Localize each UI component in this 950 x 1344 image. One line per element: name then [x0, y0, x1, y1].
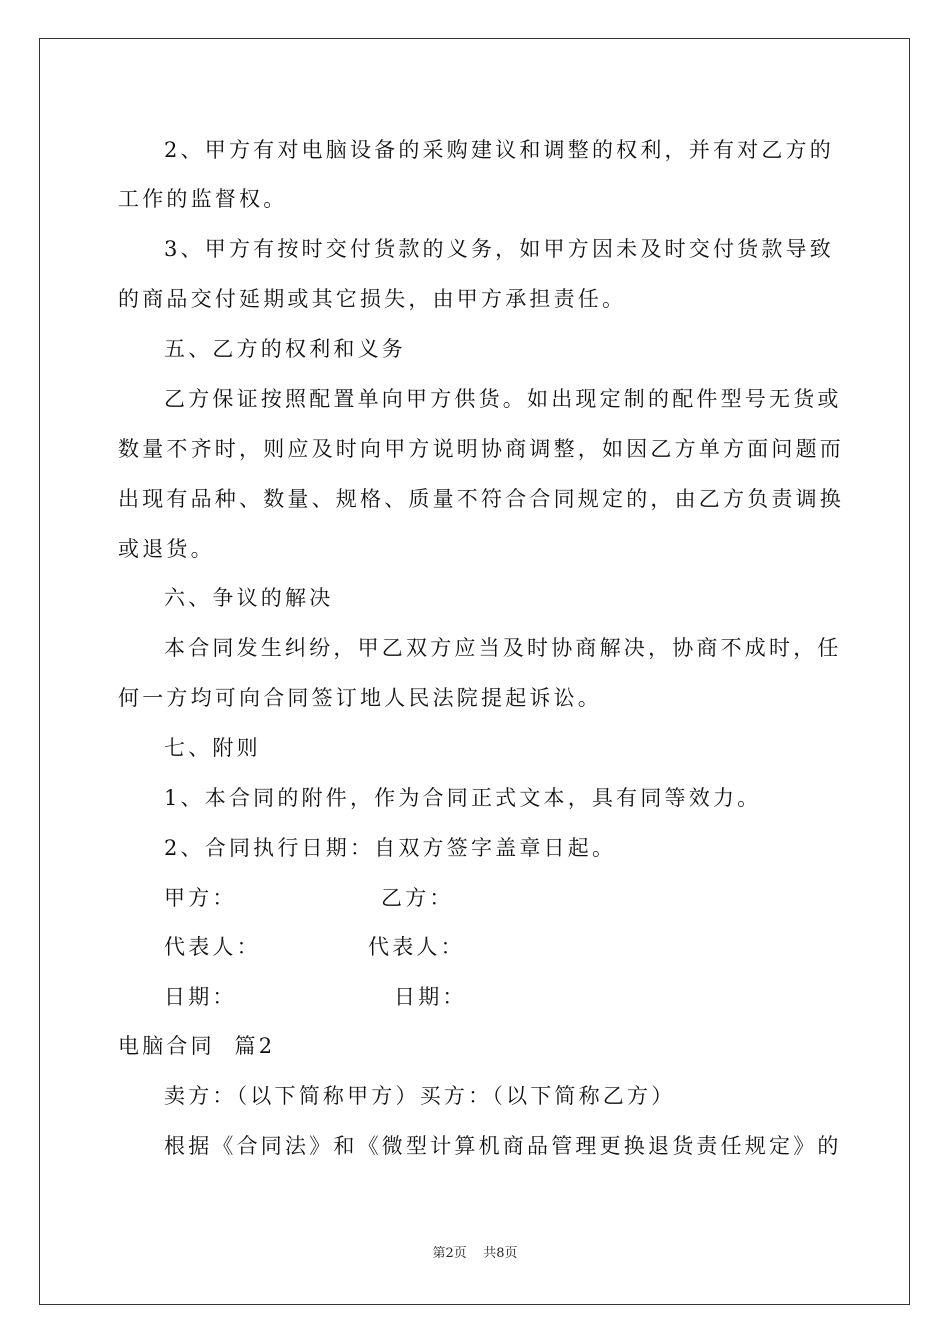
- paragraph-line: 的商品交付延期或其它损失，由甲方承担责任。: [118, 287, 627, 311]
- page-footer: 第2页 共8页: [432, 1246, 518, 1261]
- paragraph-line: 1、本合同的附件，作为合同正式文本，具有同等效力。: [164, 786, 762, 810]
- paragraph-line: 或退货。: [118, 537, 215, 561]
- section-title: 电脑合同 篇2: [118, 1034, 276, 1058]
- paragraph-line: 3、甲方有按时交付货款的义务，如甲方因未及时交付货款导致: [164, 237, 834, 261]
- paragraph-line: 根据《合同法》和《微型计算机商品管理更换退货责任规定》的: [164, 1134, 842, 1158]
- paragraph-line: 工作的监督权。: [118, 187, 288, 211]
- paragraph-line: 2、甲方有对电脑设备的采购建议和调整的权利，并有对乙方的: [164, 138, 834, 162]
- party-b-label: 乙方：: [381, 886, 454, 910]
- section-heading: 七、附则: [164, 736, 261, 760]
- paragraph-line: 数量不齐时，则应及时向甲方说明协商调整，如因乙方单方面问题而: [118, 437, 844, 461]
- parties-line: 卖方：（以下简称甲方）买方：（以下简称乙方）: [164, 1084, 676, 1108]
- party-a-label: 甲方：: [164, 886, 237, 910]
- paragraph-line: 出现有品种、数量、规格、质量不符合合同规定的，由乙方负责调换: [118, 487, 844, 511]
- page-border: [39, 38, 910, 1305]
- paragraph-line: 何一方均可向合同签订地人民法院提起诉讼。: [118, 686, 602, 710]
- section-heading: 五、乙方的权利和义务: [164, 337, 406, 361]
- paragraph-line: 本合同发生纠纷，甲乙双方应当及时协商解决，协商不成时，任: [164, 636, 842, 660]
- date-a-label: 日期：: [164, 985, 237, 1009]
- date-b-label: 日期：: [394, 985, 467, 1009]
- representative-b-label: 代表人：: [368, 935, 465, 959]
- paragraph-line: 2、合同执行日期：自双方签字盖章日起。: [164, 836, 617, 860]
- paragraph-line: 乙方保证按照配置单向甲方供货。如出现定制的配件型号无货或: [164, 387, 842, 411]
- representative-a-label: 代表人：: [164, 935, 261, 959]
- section-heading: 六、争议的解决: [164, 586, 334, 610]
